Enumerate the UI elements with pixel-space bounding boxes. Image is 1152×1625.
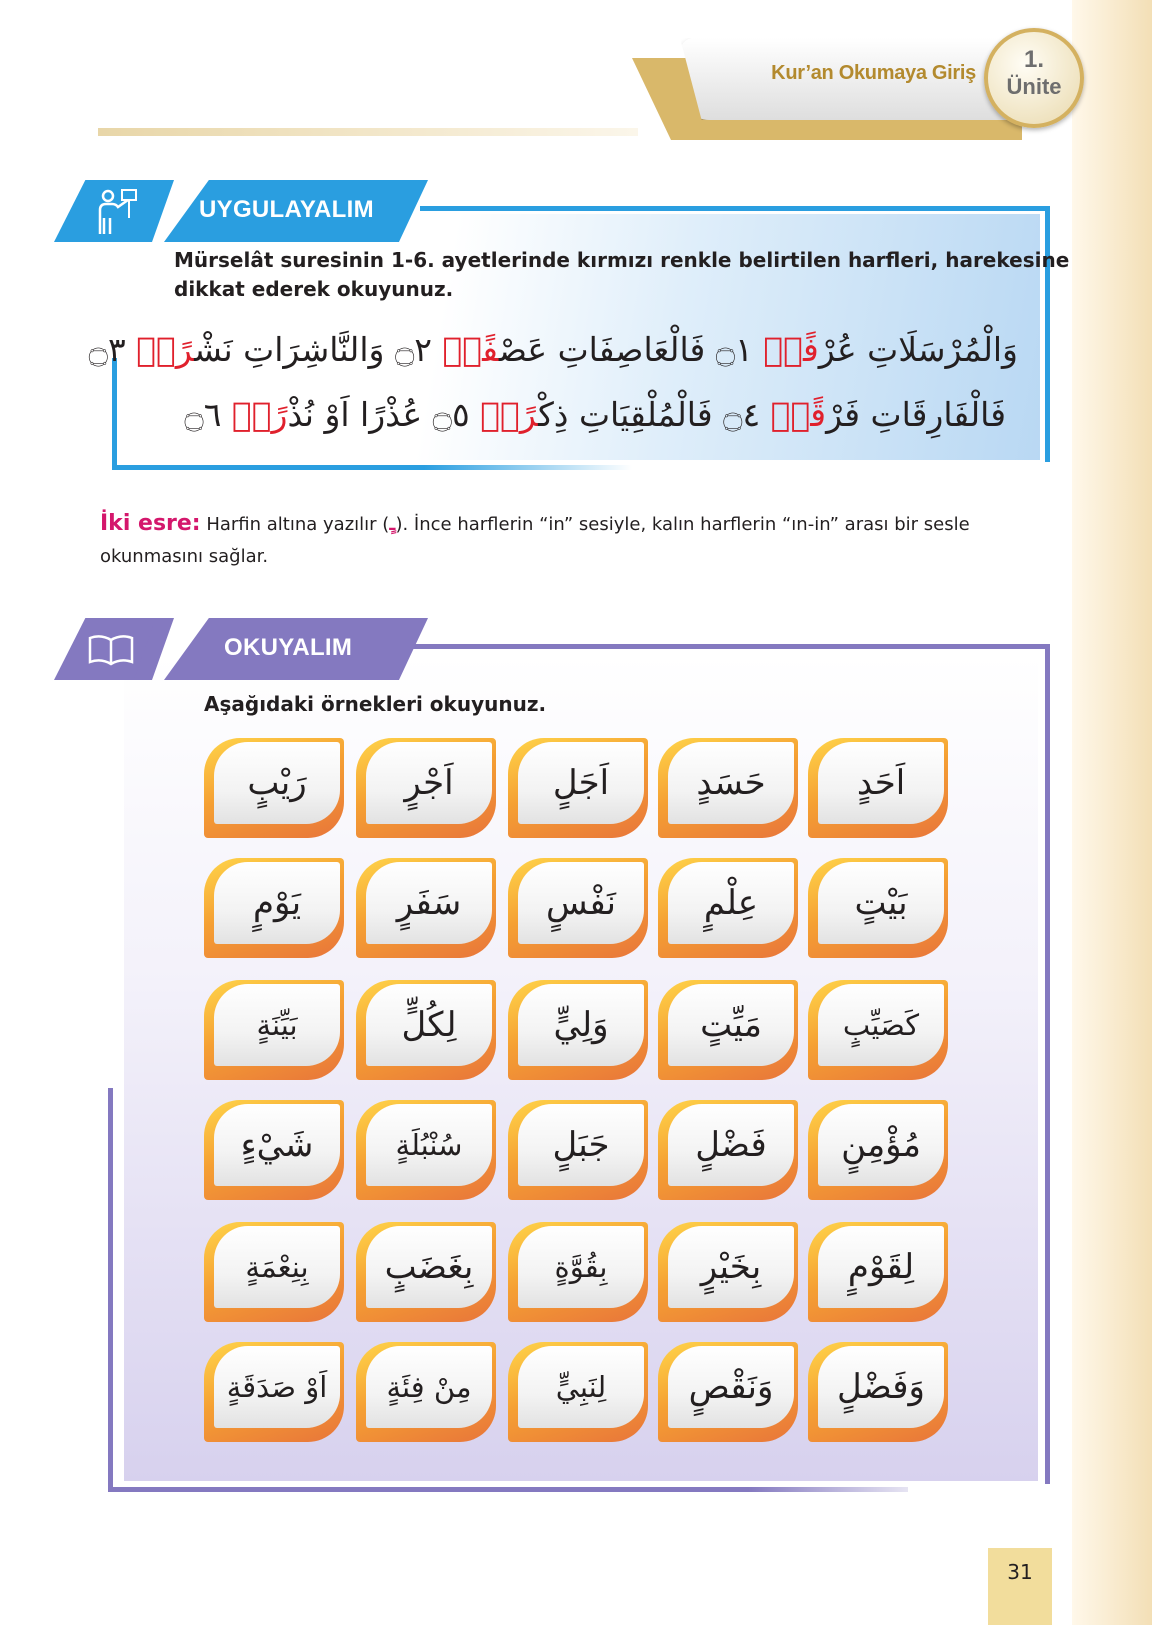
word-card-face: [668, 1226, 794, 1308]
arabic-word: وَلِيٍّ: [553, 1005, 609, 1045]
word-card: [658, 1342, 798, 1442]
word-card: [808, 980, 948, 1080]
practice-box-border: [1045, 206, 1050, 462]
practice-instruction-line2: dikkat ederek okuyunuz.: [174, 277, 454, 301]
highlighted-letters: رًا: [480, 395, 539, 434]
reading-box-border: [108, 1088, 113, 1492]
word-card: [356, 738, 496, 838]
word-card: [356, 858, 496, 958]
word-card: [204, 858, 344, 958]
arabic-word: بِنِعْمَةٍ: [245, 1250, 309, 1284]
verse-text: ۙ ۝٣: [88, 330, 137, 369]
practice-instruction-line1: Mürselât suresinin 1-6. ayetlerinde kırmızı renkle belirtilen harfleri, harekesine: [174, 248, 1070, 272]
practice-banner-label: UYGULAYALIM: [199, 196, 374, 223]
word-card: [508, 1222, 648, 1322]
word-card-face: [668, 742, 794, 824]
word-card: [356, 1222, 496, 1322]
unit-badge: [984, 28, 1084, 128]
highlighted-letters: قًا: [770, 395, 827, 434]
word-card: [808, 1100, 948, 1200]
word-card: [508, 1100, 648, 1200]
rule-text-before: Harfin altına yazılır (: [200, 514, 390, 535]
arabic-word: فَضْلٍ: [695, 1125, 767, 1165]
book-title: Kur’an Okumaya Giriş: [771, 62, 976, 84]
reading-box-border: [410, 644, 1050, 649]
word-card: [356, 1342, 496, 1442]
rule-text-after: ). İnce harflerin “in” sesiyle, kalın harflerin “ın-in” arası bir sesle okunmasını sağlar.: [100, 514, 970, 567]
word-card: [658, 858, 798, 958]
arabic-word: بَيْتٍ: [854, 883, 908, 923]
arabic-word: عِلْمٍ: [703, 883, 759, 923]
word-card: [204, 1222, 344, 1322]
word-card-face: [366, 1104, 492, 1186]
arabic-word: بِقُوَّةٍ: [554, 1250, 608, 1284]
word-card-face: [214, 862, 340, 944]
reading-box-border: [1045, 644, 1050, 1484]
arabic-word: اَحَدٍ: [856, 763, 906, 803]
arabic-word: لِقَوْمٍ: [847, 1247, 915, 1287]
word-card-face: [518, 1346, 644, 1428]
arabic-word: كَصَيِّبٍ: [842, 1008, 920, 1042]
header-rule: [98, 128, 638, 136]
word-card-face: [818, 984, 944, 1066]
arabic-word: نَفْسٍ: [545, 883, 616, 923]
word-card-face: [818, 862, 944, 944]
verse-text: ۙ ۝١ فَالْعَاصِفَاتِ عَصْ: [498, 330, 764, 369]
arabic-word: سَفَرٍ: [396, 883, 462, 923]
unit-label: Ünite: [1006, 74, 1062, 99]
word-card-face: [668, 862, 794, 944]
reading-box-border: [108, 1487, 908, 1492]
word-card: [658, 738, 798, 838]
arabic-word: وَفَضْلٍ: [837, 1367, 925, 1407]
word-card: [658, 980, 798, 1080]
rule-paragraph: [100, 508, 1060, 573]
word-card-face: [518, 1226, 644, 1308]
highlighted-letters: فًا: [763, 330, 819, 369]
practice-box-border: [112, 358, 117, 470]
word-card-face: [518, 742, 644, 824]
arabic-word: مِنْ فِئَةٍ: [386, 1370, 472, 1404]
arabic-word: يَوْمٍ: [252, 883, 302, 923]
word-card-face: [818, 1226, 944, 1308]
word-card: [508, 858, 648, 958]
verse-line-1: [89, 330, 1018, 369]
arabic-word: مُؤْمِنٍ: [841, 1125, 921, 1165]
practice-instruction: [174, 246, 1069, 304]
word-card-face: [366, 862, 492, 944]
arabic-word: شَيْءٍ: [240, 1125, 314, 1165]
verse-text: وَالْمُرْسَلَاتِ عُرْ: [818, 330, 1018, 369]
word-card: [808, 1342, 948, 1442]
word-card-face: [366, 1226, 492, 1308]
word-card-face: [818, 742, 944, 824]
word-card-face: [366, 984, 492, 1066]
verse-text: ۙ ۝٥ عُذْرًا اَوْ نُذْ: [287, 395, 481, 434]
word-card-face: [668, 984, 794, 1066]
word-card-face: [214, 1104, 340, 1186]
practice-box-border: [112, 465, 632, 470]
word-card-face: [214, 984, 340, 1066]
word-card: [204, 1100, 344, 1200]
arabic-word: اَجْرٍ: [404, 763, 454, 803]
arabic-word: اَجَلٍ: [552, 763, 610, 803]
word-card: [508, 1342, 648, 1442]
arabic-word: اَوْ صَدَقَةٍ: [226, 1370, 328, 1404]
word-card: [508, 980, 648, 1080]
word-card-face: [668, 1346, 794, 1428]
word-card-face: [214, 742, 340, 824]
word-card: [658, 1222, 798, 1322]
arabic-word: حَسَدٍ: [696, 763, 766, 803]
rule-term: İki esre:: [100, 511, 201, 536]
page-number: 31: [1007, 1560, 1033, 1584]
word-card-face: [366, 1346, 492, 1428]
arabic-word: مَيِّتٍ: [700, 1005, 762, 1045]
reading-instruction: Aşağıdaki örnekleri okuyunuz.: [204, 692, 547, 716]
verse-text: ۙ ۝٢ وَالنَّاشِرَاتِ نَشْ: [194, 330, 443, 369]
word-card-face: [668, 1104, 794, 1186]
unit-number: 1.: [1023, 46, 1044, 73]
arabic-word: بِغَضَبٍ: [384, 1247, 474, 1287]
word-card-face: [366, 742, 492, 824]
word-card-face: [214, 1226, 340, 1308]
verse-text: فَالْفَارِقَاتِ فَرْ: [826, 395, 1006, 434]
arabic-word: لِكُلٍّ: [401, 1005, 457, 1045]
highlighted-letters: فًا: [442, 330, 499, 369]
word-card: [204, 738, 344, 838]
practice-box-border: [420, 206, 1050, 211]
verse-text: ۙ ۝٦: [184, 395, 232, 434]
arabic-word: رَيْبٍ: [247, 763, 307, 803]
reading-banner: [54, 618, 434, 680]
page-margin-strip: [1072, 0, 1152, 1625]
word-card-face: [518, 984, 644, 1066]
word-card: [808, 738, 948, 838]
arabic-word: جَبَلٍ: [552, 1125, 610, 1165]
word-card-face: [818, 1346, 944, 1428]
highlighted-letters: رًا: [136, 330, 195, 369]
arabic-word: وَنَقْصٍ: [688, 1367, 774, 1407]
word-card: [508, 738, 648, 838]
arabic-word: بِخَيْرٍ: [700, 1247, 762, 1287]
word-card-face: [518, 1104, 644, 1186]
verse-line-2: [184, 395, 1006, 434]
practice-banner: [54, 180, 434, 242]
open-book-icon: [86, 634, 136, 666]
arabic-word: لِنَبِيٍّ: [555, 1370, 607, 1404]
arabic-word: بَيِّنَةٍ: [256, 1008, 298, 1042]
highlighted-letters: رًا: [231, 395, 288, 434]
reading-banner-label: OKUYALIM: [224, 634, 353, 661]
kasratan-symbol: ـٍ: [389, 514, 396, 535]
word-card: [808, 1222, 948, 1322]
word-card-face: [518, 862, 644, 944]
word-card: [356, 980, 496, 1080]
verse-text: ۙ ۝٤ فَالْمُلْقِيَاتِ ذِكْ: [538, 395, 771, 434]
word-card: [204, 980, 344, 1080]
word-card: [658, 1100, 798, 1200]
word-card: [204, 1342, 344, 1442]
word-card: [808, 858, 948, 958]
word-card-face: [214, 1346, 340, 1428]
arabic-word: سُنْبُلَةٍ: [395, 1128, 463, 1162]
word-card-face: [818, 1104, 944, 1186]
teacher-board-icon: [94, 188, 140, 236]
word-card: [356, 1100, 496, 1200]
